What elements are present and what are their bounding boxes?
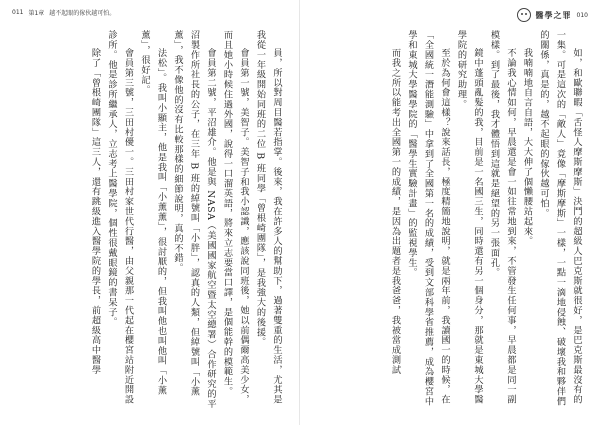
right-page-header — [517, 8, 588, 22]
paragraph: 會員第一號，美智子。美智子和我小認識，應該說同班後，她以前偶爾高美少女，而且她小時候住過外國，說得一口溜英語，將來立志要當口譯，是個能幹的模範生。 — [221, 30, 249, 405]
paragraph: 會員第二號，平沼雄介。他是與 NASA（美國國家航空暨太空總署）合作研究的平沼製作所社長的公子，在三年 B 班的綽號叫「小胖」，認真的人類，但綽號叫「小薰薰」，我不像他的沒有比較那樣的細節說明，真的不錯。 — [172, 30, 216, 410]
page-number-left: 011 — [12, 9, 24, 16]
paragraph: 不論我心情如何，早晨還是會一如往常地到來，不管發生任何事，早晨都是同一副模樣。到了最後，我才體悟到這就是絕望的另一張面孔。 — [488, 30, 516, 405]
book-logo: 醫學之罪 — [535, 9, 572, 20]
chapter-title: 越不起眼的傢伙越可怕。 — [49, 10, 116, 17]
right-page — [300, 0, 600, 425]
left-page-header — [12, 8, 115, 17]
paragraph: 員，所以對周目醫若指掌。後來，我在許多人的幫助下，過著雙重的生活，尤其是我從一年級開始同班的二位 B 班同學「曾根崎團隊」，是我強大的後援。 — [254, 30, 282, 405]
right-body-text — [316, 30, 584, 410]
page-number-right: 010 — [576, 11, 588, 19]
paragraph: 法松」。我叫小顯主，他是我叫「小薰薰」，很討厭的，但我叫他也叫他叫「小薰薰」，很好記。 — [139, 30, 167, 396]
left-body-text — [14, 30, 284, 410]
paragraph: 會員第三號，三田村優一。三田村家世代行醫，由父親那一代起在櫻宮站附近開設診所。他是診所繼承人，立志考上醫學院，個性很戴眼鏡的書呆子。 — [106, 30, 134, 405]
paragraph: 鏡中蓬頭亂髮的我，目前是一名國三生，同時還有另一個身分，那就是東城大學醫學院的研究助理。 — [455, 30, 483, 405]
paragraph: 如，和歐聯暇「舌怪人摩斯摩斯」決鬥的超級人巴克斯就很好，是巴克斯最沒有的一集。可是這次的「敵人」竟像「摩斯摩斯」一樣，一點一滴地侵蝕、破壞我和夥伴們的關係，真是的，越不起眼的傢伙越可怕。 — [538, 30, 582, 407]
paragraph: 至於為何會這樣？說來話長，極度精簡地說明，就是兩年前，我讀國一的時候，在「全國統一潛能測驗」中拿到了全國第一名的成績，受到文部科學省推薦，成為櫻宮中學和東城大學醫學院的「醫學生實驗計畫」的監視學生。 — [406, 30, 450, 407]
cartoon-face-icon — [517, 8, 531, 22]
paragraph: 我喃喃地自言自語，大大伸了個懶腰站起來。 — [521, 48, 533, 247]
chapter-label: 第1章 — [28, 10, 45, 17]
paragraph: 而我之所以能考出全國第一的成績，是因為出題者是我爸爸，我被當成測試 — [389, 48, 401, 376]
paragraph: 除了「曾根崎團隊」這三人，還有跳級進入醫學院的學長，前超級高中醫學 — [89, 48, 101, 376]
